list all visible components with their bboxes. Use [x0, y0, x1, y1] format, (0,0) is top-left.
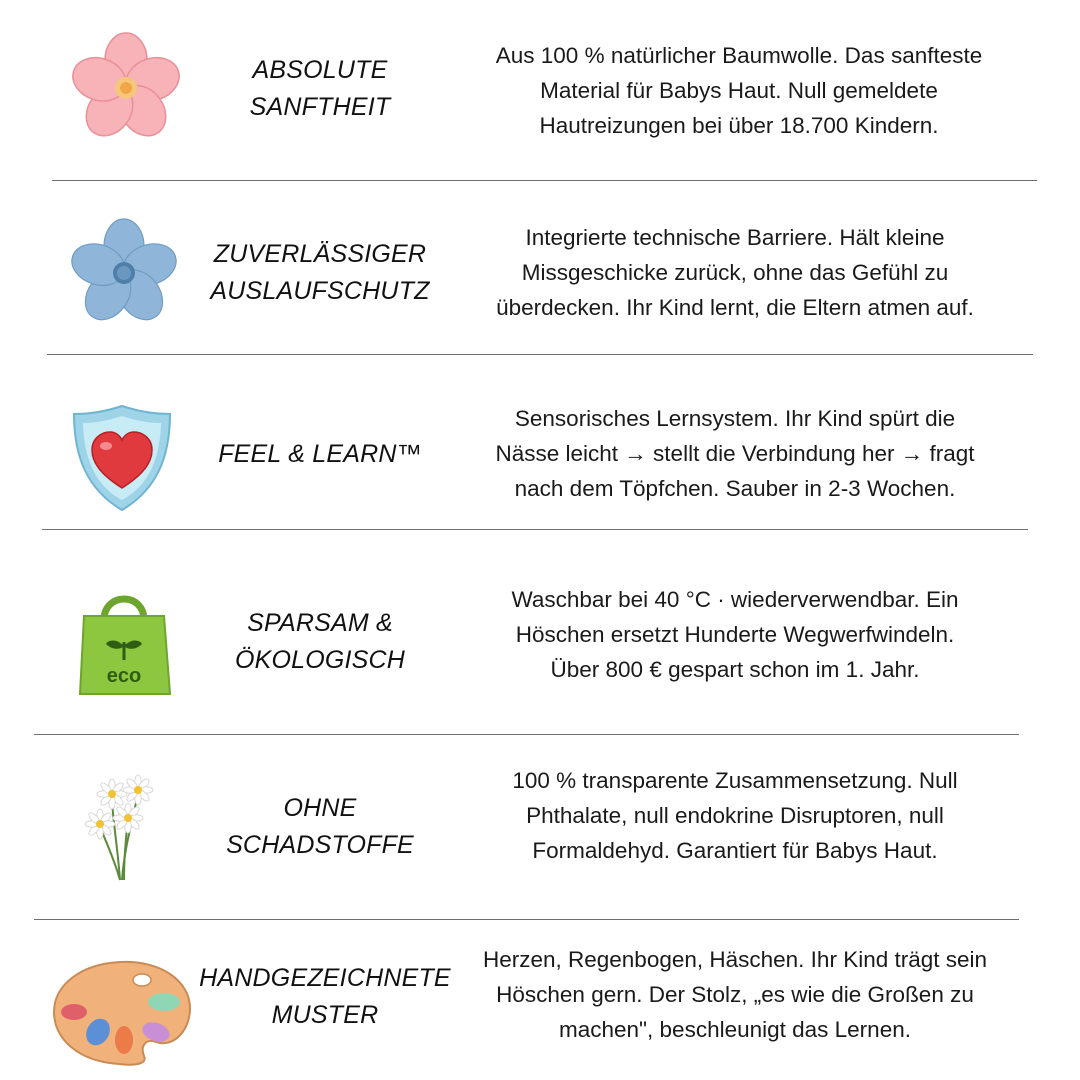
feature-title: SPARSAM & ÖKOLOGISCH	[234, 609, 406, 674]
row-divider	[42, 529, 1028, 530]
eco-bag-icon	[76, 586, 172, 698]
feature-title: HANDGEZEICHNETE MUSTER	[199, 964, 451, 1029]
feature-description: Integrierte technische Barriere. Hält kleine Missgeschicke zurück, ohne das Gefühl zu überdecken. Ihr Kind lernt, die Eltern atmen auf.	[496, 225, 974, 320]
heart-shield-icon	[70, 402, 174, 514]
feature-description: 100 % transparente Zusammensetzung. Null Phthalate, null endokrine Disruptoren, null Formaldehyd. Garantiert für Babys Haut.	[512, 768, 958, 863]
row-divider	[47, 354, 1033, 355]
daisy-bouquet-icon	[84, 772, 158, 884]
row-divider	[52, 180, 1037, 181]
row-divider	[34, 734, 1019, 735]
feature-title: OHNE SCHADSTOFFE	[226, 794, 414, 859]
feature-title: ZUVERLÄSSIGER AUSLAUFSCHUTZ	[210, 240, 430, 305]
feature-title: ABSOLUTE SANFTHEIT	[249, 56, 391, 121]
feature-description: Waschbar bei 40 °C · wiederverwendbar. Ein Höschen ersetzt Hunderte Wegwerfwindeln. Über 800 € gespart schon im 1. Jahr.	[511, 587, 959, 682]
feature-title: FEEL & LEARN™	[218, 440, 422, 468]
row-divider	[34, 919, 1019, 920]
eco-label: eco	[106, 665, 142, 687]
feature-description: Sensorisches Lernsystem. Ihr Kind spürt die Nässe leicht → stellt die Verbindung her → fragt nach dem Töpfchen. Sauber in 2-3 Wochen.	[495, 406, 975, 501]
feature-description: Aus 100 % natürlicher Baumwolle. Das sanfteste Material für Babys Haut. Null gemeldete Hautreizungen bei über 18.700 Kindern.	[495, 43, 983, 138]
blue-flower-icon	[68, 218, 182, 328]
feature-description: Herzen, Regenbogen, Häschen. Ihr Kind trägt sein Höschen gern. Der Stolz, „es wie die Großen zu machen", beschleunigt das Lernen.	[482, 947, 988, 1042]
paint-palette-icon	[50, 956, 194, 1068]
pink-flower-icon	[66, 32, 186, 144]
